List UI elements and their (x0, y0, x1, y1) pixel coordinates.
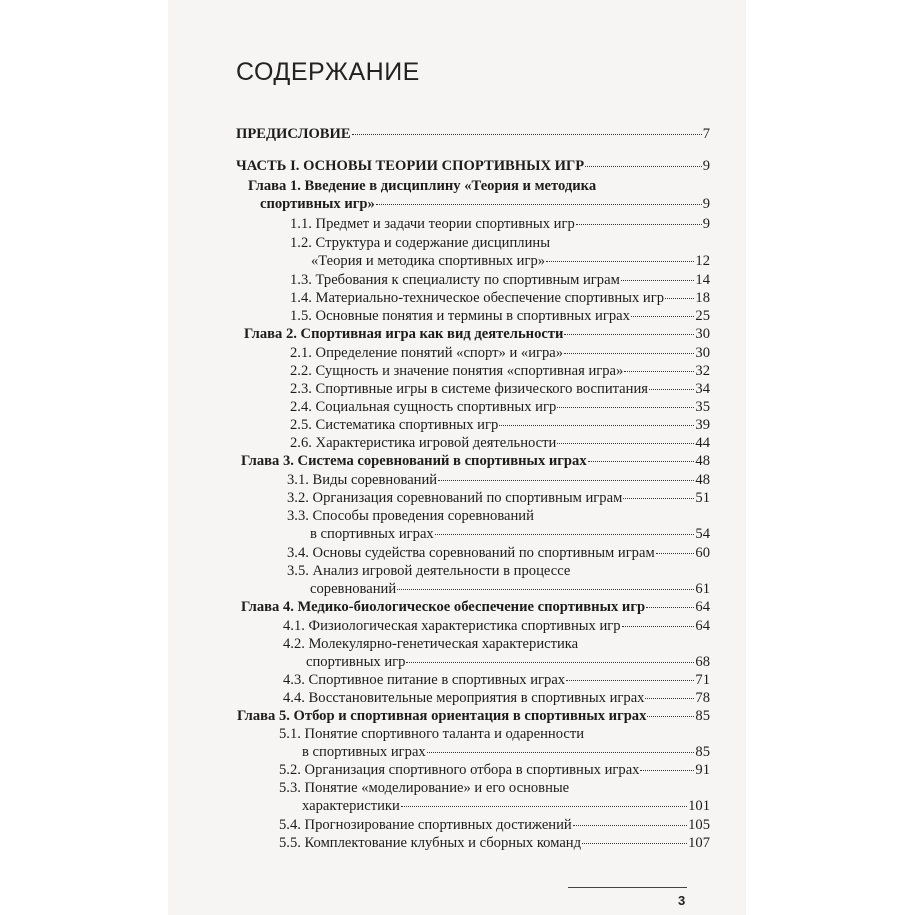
toc-label: 1.4. Материально-техническое обеспечение спортивных игр (290, 290, 665, 306)
toc-page: 101 (688, 798, 710, 814)
toc-label: спортивных игр» (260, 196, 375, 212)
toc-entry-2-5[interactable] (290, 416, 710, 434)
toc-entry-5-3[interactable] (302, 797, 710, 815)
toc-label: 2.1. Определение понятий «спорт» и «игра» (290, 345, 564, 361)
toc-label: Глава 2. Спортивная игра как вид деятельности (244, 326, 564, 342)
toc-label: Глава 3. Система соревнований в спортивных играх (241, 453, 587, 469)
toc-entry-3-4[interactable] (287, 544, 710, 562)
toc-page: 18 (695, 290, 710, 306)
toc-page: 48 (695, 472, 710, 488)
toc-entry-2-3[interactable] (290, 380, 710, 398)
toc-entry-chapter-4[interactable] (241, 598, 710, 616)
footer-rule (568, 887, 687, 888)
toc-page: 60 (695, 545, 710, 561)
toc-label: 5.5. Комплектование клубных и сборных команд (279, 835, 582, 851)
toc-label: Глава 4. Медико-биологическое обеспечение спортивных игр (241, 599, 646, 615)
toc-page: 61 (695, 581, 710, 597)
toc-page: 44 (695, 435, 710, 451)
toc-entry-4-4[interactable] (283, 689, 710, 707)
toc-label: ЧАСТЬ I. ОСНОВЫ ТЕОРИИ СПОРТИВНЫХ ИГР (236, 158, 585, 174)
toc-entry-chapter-3[interactable] (241, 452, 710, 470)
toc-page: 9 (702, 158, 710, 174)
toc-page: 48 (695, 453, 710, 469)
toc-entry-1-2[interactable] (311, 252, 710, 270)
toc-entry-4-2[interactable] (306, 653, 710, 671)
toc-page: 30 (695, 326, 710, 342)
toc-entry-3-2[interactable] (287, 489, 710, 507)
toc-page: 85 (695, 708, 710, 724)
toc-entry-2-4[interactable] (290, 398, 710, 416)
toc-page: 54 (695, 526, 710, 542)
toc-page: 78 (695, 690, 710, 706)
toc-label-line: 3.3. Способы проведения соревнований (287, 508, 534, 524)
toc-entry-2-2[interactable] (290, 362, 710, 380)
toc-page: 30 (695, 345, 710, 361)
toc-entry-part1[interactable] (236, 157, 710, 175)
toc-entry-1-4[interactable] (290, 289, 710, 307)
toc-entry-5-1[interactable] (302, 743, 710, 761)
toc-label-line: Глава 1. Введение в дисциплину «Теория и методика (248, 178, 597, 194)
toc-label: характеристики (302, 798, 400, 814)
toc-entry-1-5[interactable] (290, 307, 710, 325)
toc-label: соревнований (310, 581, 397, 597)
toc-label: Глава 5. Отбор и спортивная ориентация в спортивных играх (237, 708, 647, 724)
toc-entry-3-5[interactable] (310, 580, 710, 598)
toc-page: 107 (688, 835, 710, 851)
toc-label-line: 1.2. Структура и содержание дисциплины (290, 235, 551, 251)
toc-entry-3-1[interactable] (287, 471, 710, 489)
toc-label: 5.4. Прогнозирование спортивных достижений (279, 817, 572, 833)
toc-label: «Теория и методика спортивных игр» (311, 253, 546, 269)
toc-label: 2.2. Сущность и значение понятия «спортивная игра» (290, 363, 624, 379)
toc-page: 85 (695, 744, 710, 760)
toc-label-line: 4.2. Молекулярно-генетическая характеристика (283, 636, 579, 652)
toc-entry-2-6[interactable] (290, 434, 710, 452)
toc-page: 64 (695, 618, 710, 634)
toc-entry-3-3[interactable] (310, 525, 710, 543)
toc-label: спортивных игр (306, 654, 406, 670)
toc-label: 3.4. Основы судейства соревнований по спортивным играм (287, 545, 655, 561)
toc-label: ПРЕДИСЛОВИЕ (236, 126, 351, 142)
toc-page: 9 (702, 216, 710, 232)
toc-label: 3.1. Виды соревнований (287, 472, 438, 488)
toc-label-line: 3.5. Анализ игровой деятельности в процессе (287, 563, 571, 579)
toc-entry-5-2[interactable] (279, 761, 710, 779)
toc-page: 35 (695, 399, 710, 415)
toc-entry-4-3[interactable] (283, 671, 710, 689)
toc-entry-5-5[interactable] (279, 834, 710, 852)
toc-label-line: 5.3. Понятие «моделирование» и его основные (279, 780, 570, 796)
toc-entry-1-3[interactable] (290, 271, 710, 289)
toc-label: 3.2. Организация соревнований по спортивным играм (287, 490, 623, 506)
toc-page: 39 (695, 417, 710, 433)
toc-page: 105 (688, 817, 710, 833)
toc-page: 34 (695, 381, 710, 397)
toc-entry-chapter-1[interactable] (260, 195, 710, 213)
toc-label: 2.6. Характеристика игровой деятельности (290, 435, 557, 451)
toc-entry-chapter-2[interactable] (244, 325, 710, 343)
toc-label: 1.1. Предмет и задачи теории спортивных игр (290, 216, 575, 232)
toc-entry-1-1[interactable] (290, 215, 710, 233)
toc-page: 64 (695, 599, 710, 615)
toc-page: 12 (695, 253, 710, 269)
page-title: СОДЕРЖАНИЕ (236, 58, 420, 86)
toc-label: в спортивных играх (302, 744, 426, 760)
toc-entry-5-4[interactable] (279, 816, 710, 834)
toc-label: 1.5. Основные понятия и термины в спортивных играх (290, 308, 630, 324)
toc-page: 9 (702, 196, 710, 212)
toc-page: 71 (695, 672, 710, 688)
toc-label: в спортивных играх (310, 526, 434, 542)
toc-page: 51 (695, 490, 710, 506)
toc-page: 32 (695, 363, 710, 379)
toc-label: 2.5. Систематика спортивных игр (290, 417, 499, 433)
toc-label: 5.2. Организация спортивного отбора в спортивных играх (279, 762, 640, 778)
toc-label: 1.3. Требования к специалисту по спортивным играм (290, 272, 620, 288)
toc-label: 2.4. Социальная сущность спортивных игр (290, 399, 557, 415)
toc-entry-preface[interactable] (236, 125, 710, 143)
page-number: 3 (678, 893, 686, 908)
toc-label: 4.3. Спортивное питание в спортивных играх (283, 672, 566, 688)
toc-label: 4.4. Восстановительные мероприятия в спортивных играх (283, 690, 645, 706)
toc-page: 91 (695, 762, 710, 778)
toc-entry-chapter-5[interactable] (237, 707, 710, 725)
toc-label: 2.3. Спортивные игры в системе физического воспитания (290, 381, 648, 397)
toc-entry-2-1[interactable] (290, 344, 710, 362)
toc-page: 25 (695, 308, 710, 324)
toc-entry-4-1[interactable] (283, 617, 710, 635)
toc-page: 7 (702, 126, 710, 142)
toc-page: 68 (695, 654, 710, 670)
toc-page: 14 (695, 272, 710, 288)
toc-label-line: 5.1. Понятие спортивного таланта и одаренности (279, 726, 585, 742)
toc-label: 4.1. Физиологическая характеристика спортивных игр (283, 618, 621, 634)
